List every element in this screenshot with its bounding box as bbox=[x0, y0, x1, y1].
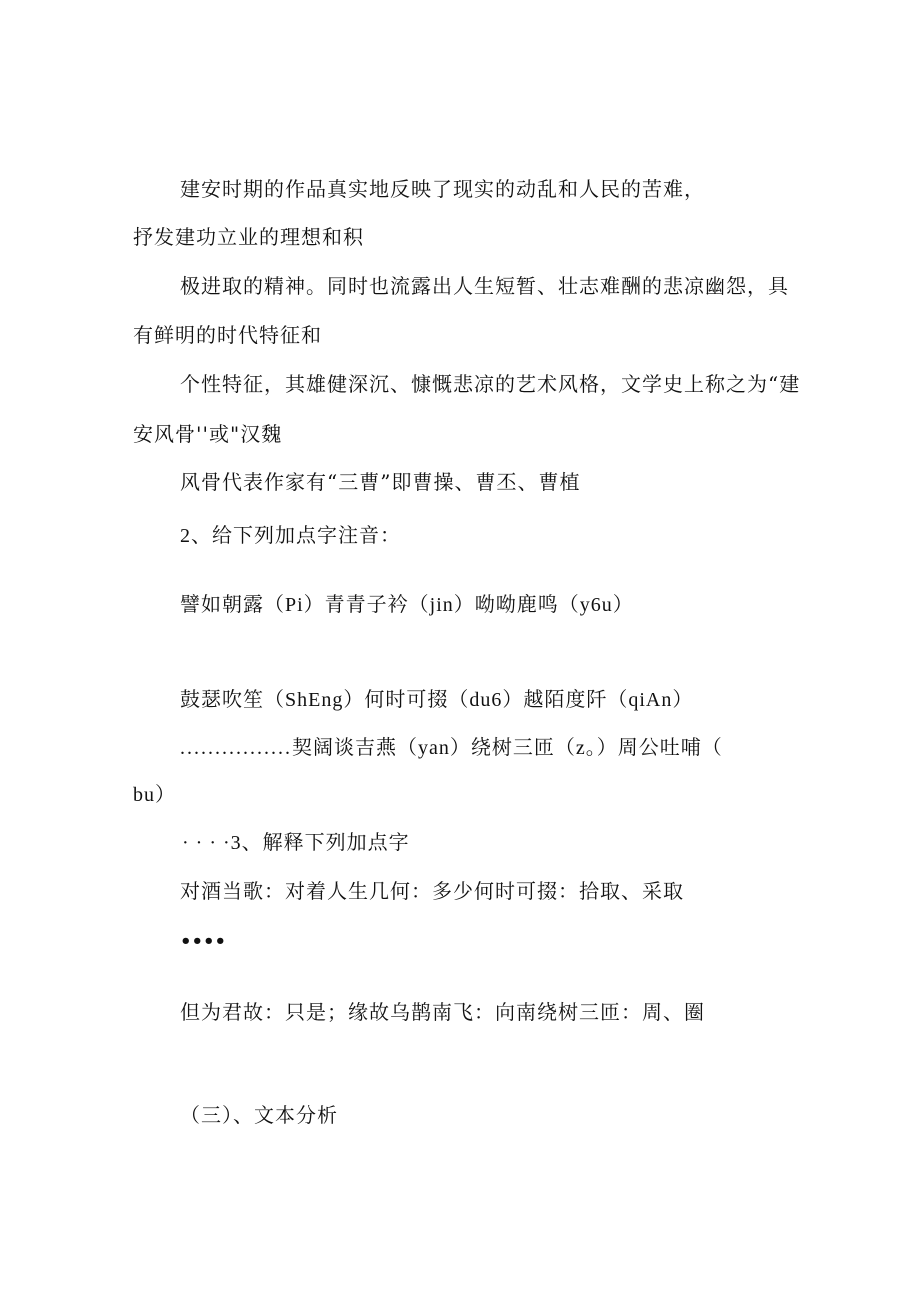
paragraph-2-line-1: 极进取的精神。同时也流露出人生短暂、壮志难酬的悲凉幽怨，具 bbox=[180, 274, 789, 298]
paragraph-3-line-1: 个性特征，其雄健深沉、慷慨悲凉的艺术风格，文学史上称之为“建 bbox=[180, 372, 801, 396]
question-3-line-2: 但为君故：只是；缘故乌鹊南飞：向南绕树三匝：周、圈 bbox=[180, 1000, 705, 1024]
paragraph-4: 风骨代表作家有“三曹”即曹操、曹丕、曹植 bbox=[180, 470, 581, 494]
emphasis-dot-marks: •••• bbox=[180, 931, 227, 952]
question-2-line-3-text: 契阔谈吉燕（yan）绕树三匝（z。）周公吐哺（ bbox=[292, 737, 723, 759]
paragraph-1-line-2: 抒发建功立业的理想和积 bbox=[133, 225, 364, 249]
emphasis-dots: · · · · bbox=[182, 832, 231, 854]
emphasis-dots: ................ bbox=[180, 737, 292, 759]
question-2-heading: 2、给下列加点字注音： bbox=[180, 525, 401, 547]
paragraph-1-line-1: 建安时期的作品真实地反映了现实的动乱和人民的苦难， bbox=[180, 177, 705, 201]
paragraph-3-line-2: 安风骨''或"汉魏 bbox=[133, 422, 283, 446]
section-heading: （三）、文本分析 bbox=[180, 1103, 338, 1127]
question-3-heading-line bbox=[182, 829, 410, 857]
question-2-line-1: 譬如朝露（Pi）青青子衿（jin）呦呦鹿鸣（y6u） bbox=[180, 594, 634, 616]
question-2-line-4: bu） bbox=[133, 784, 176, 806]
question-3-line-1: 对酒当歌：对着人生几何：多少何时可掇：拾取、采取 bbox=[180, 879, 684, 903]
question-2-line-2: 鼓瑟吹笙（ShEng）何时可掇（du6）越陌度阡（qiAn） bbox=[180, 689, 694, 711]
question-2-line-3 bbox=[180, 734, 723, 762]
paragraph-2-line-2: 有鲜明的时代特征和 bbox=[133, 323, 322, 347]
question-3-heading: 3、解释下列加点字 bbox=[230, 832, 410, 854]
